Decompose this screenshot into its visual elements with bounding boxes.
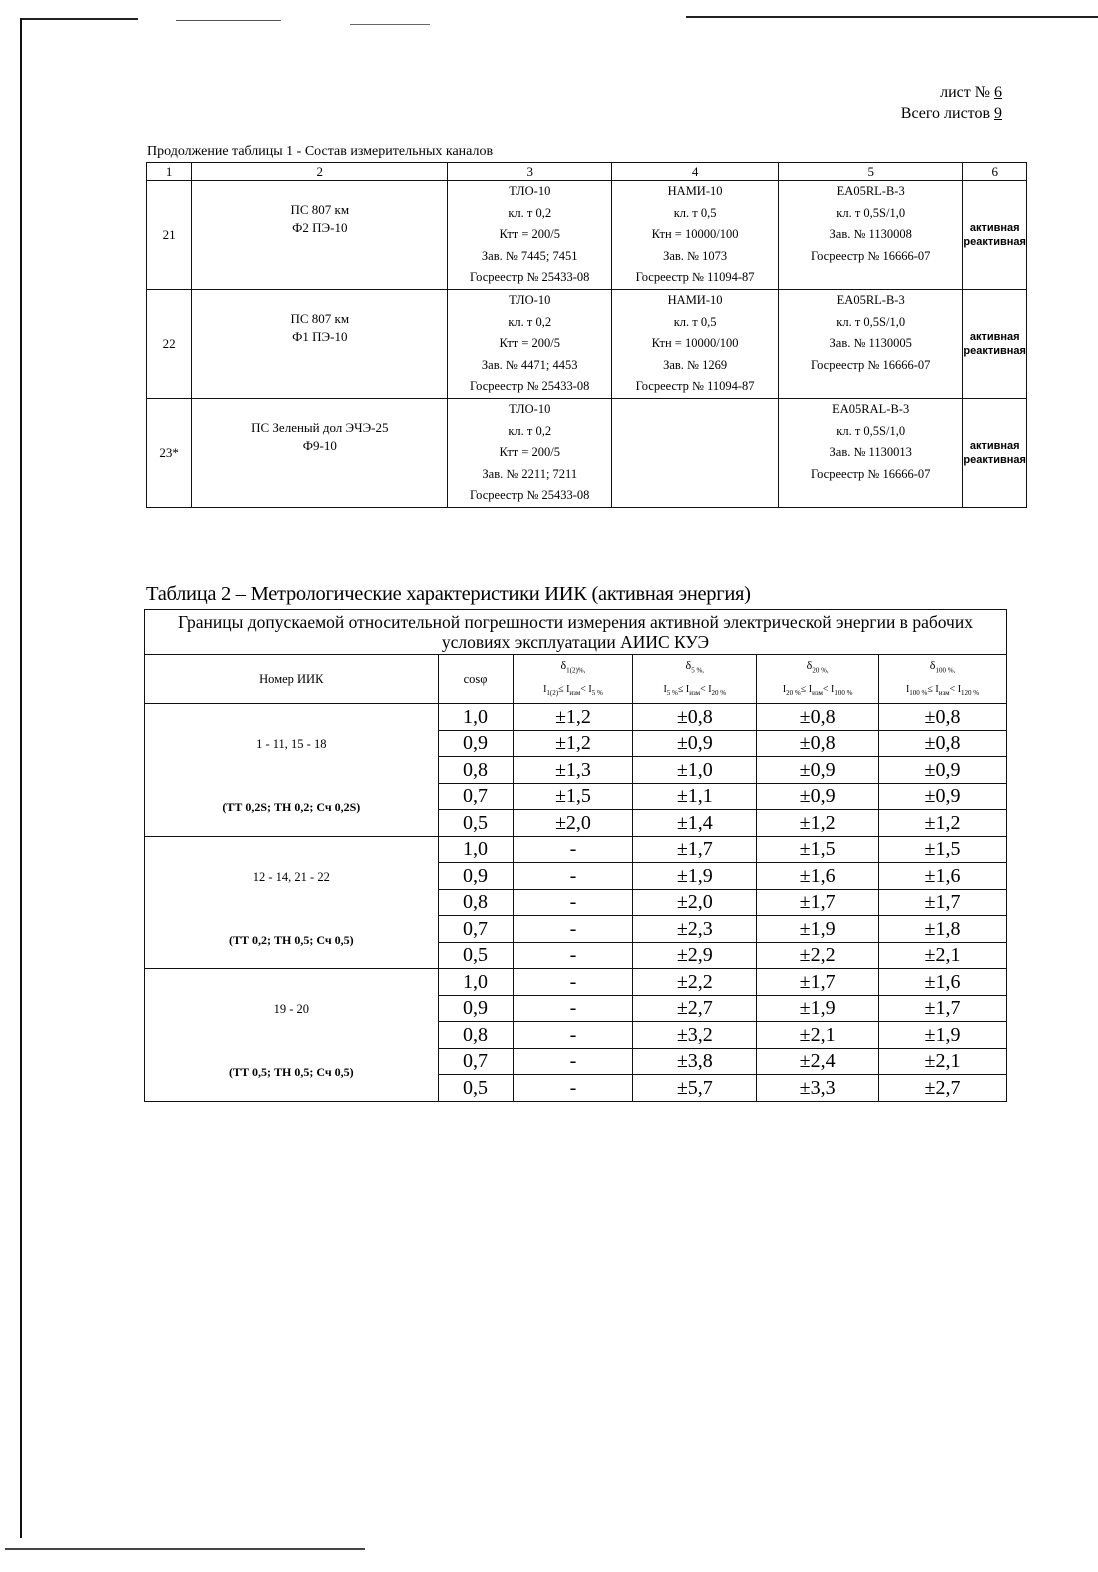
tt-line: Ктт = 200/5 [499,445,561,460]
tn-line: кл. т 0,5 [673,314,717,329]
value-d5: ±2,2 [633,969,757,996]
value-cos: 0,8 [438,757,513,784]
tt-line: ТЛО-10 [509,292,551,307]
value-cos: 0,9 [438,995,513,1022]
table1-row [147,289,1027,398]
tt-line: кл. т 0,2 [508,423,552,438]
scan-left-border [20,18,22,1538]
table2-header-row [145,655,1007,704]
table1-header-cell: 4 [612,163,779,181]
value-d20: ±0,9 [757,783,879,810]
delta-sym-sub: 100 %, [935,666,956,675]
tt-line: кл. т 0,2 [508,205,552,220]
table1 [146,162,1027,508]
range-part: < I [822,684,835,696]
value-cos: 0,7 [438,916,513,943]
tn-line [612,421,778,443]
value-d20: ±0,9 [757,757,879,784]
value-d5: ±2,9 [633,942,757,969]
table1-row [147,181,1027,290]
value-d100: ±1,8 [879,916,1007,943]
value-d1: ±2,0 [513,810,633,837]
meter-line [779,485,962,507]
table2-banner: Границы допускаемой относительной погрешности измерения активной электрической энергии в рабочих условиях эксплуатации АИИС КУЭ [145,610,1007,655]
value-cos: 0,9 [438,730,513,757]
iik-group-ids: 1 - 11, 15 - 18 [256,737,327,752]
value-d5: ±1,0 [633,757,757,784]
tt-line: Зав. № 2211; 7211 [482,466,578,481]
channel-number: 23* [147,398,192,507]
value-d100: ±2,1 [879,1048,1007,1075]
tn-line: Госреестр № 11094-87 [635,270,755,285]
value-d100: ±1,7 [879,995,1007,1022]
value-d1: - [513,916,633,943]
range-part: 20 % [711,689,727,698]
current-range [514,680,633,703]
meter-line [779,267,962,289]
value-d5: ±2,0 [633,889,757,916]
range-part: 120 % [961,689,980,698]
tt-line: Ктт = 200/5 [499,336,561,351]
value-d1: ±1,2 [513,704,633,731]
value-d1: - [513,836,633,863]
range-part: < I [580,684,592,696]
delta-column-header [513,655,633,704]
delta-sym: δ [806,658,813,672]
value-cos: 1,0 [438,836,513,863]
meter-line: Зав. № 1130008 [829,227,912,242]
value-cos: 1,0 [438,969,513,996]
value-d20: ±1,7 [757,889,879,916]
tn-line: Ктн = 10000/100 [651,227,739,242]
value-cos: 0,9 [438,863,513,890]
value-d100: ±0,9 [879,783,1007,810]
tt-line: Госреестр № 25433-08 [470,270,590,285]
energy-kind [963,398,1027,507]
value-d5: ±0,9 [633,730,757,757]
delta-column-header [633,655,757,704]
value-d20: ±1,2 [757,810,879,837]
table1-header-cell: 5 [778,163,962,181]
value-d1: - [513,995,633,1022]
tn-line: Зав. № 1269 [663,357,728,372]
channel-name [192,398,448,507]
table2-banner-row [145,610,1007,655]
value-cos: 0,5 [438,1075,513,1102]
value-d5: ±1,9 [633,863,757,890]
delta-sym-sub: 5 %, [691,666,705,675]
table1-header-cell: 3 [448,163,612,181]
value-d100: ±0,8 [879,730,1007,757]
channel-name [192,181,448,290]
table2-row [145,836,1007,863]
value-cos: 0,8 [438,889,513,916]
value-d1: - [513,1022,633,1049]
scan-edge-line [20,18,138,20]
sheet-info [901,82,1002,124]
value-d20: ±1,9 [757,916,879,943]
value-d5: ±1,1 [633,783,757,810]
value-d100: ±1,7 [879,889,1007,916]
delta-sym: δ [929,658,936,672]
value-cos: 0,7 [438,1048,513,1075]
value-d100: ±1,6 [879,969,1007,996]
table1-header-row [147,163,1027,181]
range-part: ≤ I [800,684,813,696]
current-range [757,680,878,703]
meter-line: Госреестр № 16666-07 [810,466,931,481]
meter-line: Госреестр № 16666-07 [810,357,931,372]
table1-header-cell: 6 [963,163,1027,181]
meter-line: EA05RAL-B-3 [832,401,910,416]
energy-kind-line: активная [969,439,1020,452]
range-part: < I [949,684,962,696]
channel-name-line: Ф9-10 [302,437,337,453]
iik-group-classes: (ТТ 0,5; ТН 0,5; Сч 0,5) [228,1065,354,1080]
delta-symbol [514,655,633,680]
channel-name-line: ПС 807 км [290,202,350,217]
value-d20: ±0,8 [757,730,879,757]
table2-row [145,704,1007,731]
energy-kind [963,289,1027,398]
value-d1: - [513,1075,633,1102]
current-range [879,680,1006,703]
channel-meter [778,398,962,507]
value-d1: - [513,969,633,996]
total-sheets-line [901,103,1002,124]
tt-line: Ктт = 200/5 [499,227,561,242]
iik-group [145,704,439,837]
value-d20: ±1,7 [757,969,879,996]
table1-row [147,398,1027,507]
range-part: I [782,684,787,696]
table1-header-cell: 1 [147,163,192,181]
range-part: 20 % [786,689,801,698]
scan-edge-line [350,24,430,25]
total-label: Всего листов [900,105,990,122]
meter-line: кл. т 0,5S/1,0 [836,205,906,220]
value-d20: ±1,6 [757,863,879,890]
channel-name-line: Ф2 ПЭ-10 [292,220,348,235]
value-d100: ±1,2 [879,810,1007,837]
value-d20: ±2,4 [757,1048,879,1075]
tn-line: НАМИ-10 [667,292,723,307]
delta-sym-sub: 1(2)%, [566,666,586,675]
channel-meter [778,181,962,290]
channel-tt [448,181,612,290]
value-d5: ±3,8 [633,1048,757,1075]
range-part: изм [812,689,823,698]
range-part: 100 % [909,689,928,698]
delta-sym-sub: 20 %, [812,666,829,675]
value-d100: ±2,1 [879,942,1007,969]
meter-line: EA05RL-B-3 [836,184,905,198]
value-d5: ±3,2 [633,1022,757,1049]
range-part: 5 % [591,689,603,698]
energy-kind [963,181,1027,290]
iik-group-ids: 12 - 14, 21 - 22 [252,869,330,884]
delta-symbol [879,655,1006,680]
col-iik-header: Номер ИИК [145,655,439,704]
sheet-label: лист № [940,84,990,101]
meter-line [779,376,962,398]
tn-line [612,485,778,507]
channel-name-line: ПС Зеленый дол ЭЧЭ-25 [251,419,389,435]
energy-kind-line: реактивная [963,235,1026,248]
energy-kind-line: активная [969,330,1020,343]
value-d100: ±0,9 [879,757,1007,784]
channel-tt [448,398,612,507]
value-d1: ±1,2 [513,730,633,757]
tn-line: кл. т 0,5 [673,205,717,220]
range-part: I [663,684,667,696]
value-d100: ±1,9 [879,1022,1007,1049]
value-d20: ±1,5 [757,836,879,863]
tn-line: Зав. № 1073 [663,248,728,263]
channel-number: 22 [147,289,192,398]
table2 [144,609,1007,1102]
value-cos: 0,5 [438,942,513,969]
scan-edge-line [5,1548,365,1550]
meter-line: Госреестр № 16666-07 [810,248,931,263]
delta-symbol [757,655,878,680]
delta-column-header [757,655,879,704]
sheet-number-line [901,82,1002,103]
value-d1: - [513,863,633,890]
value-cos: 0,8 [438,1022,513,1049]
tn-line [612,464,778,486]
tt-line: Зав. № 7445; 7451 [481,248,578,263]
meter-line: кл. т 0,5S/1,0 [836,314,906,329]
value-d100: ±0,8 [879,704,1007,731]
value-cos: 0,7 [438,783,513,810]
range-part: 5 % [666,689,678,698]
delta-column-header [879,655,1007,704]
tn-line [612,442,778,464]
channel-tn [612,289,779,398]
range-part: 1(2) [546,689,559,698]
table2-row [145,969,1007,996]
value-d5: ±1,7 [633,836,757,863]
range-part: ≤ I [677,684,690,696]
tn-line: НАМИ-10 [667,184,723,198]
channel-tt [448,289,612,398]
channel-name-line: ПС 807 км [290,310,350,326]
meter-line: Зав. № 1130013 [829,445,912,460]
meter-line: кл. т 0,5S/1,0 [836,423,906,438]
value-cos: 1,0 [438,704,513,731]
delta-symbol [633,655,756,680]
tt-line: Госреестр № 25433-08 [470,488,590,503]
channel-tn [612,181,779,290]
total-number: 9 [994,105,1002,122]
tn-line: Госреестр № 11094-87 [635,379,755,394]
energy-kind-line: активная [969,221,1020,234]
tt-line: Госреестр № 25433-08 [470,379,590,394]
value-d1: - [513,942,633,969]
iik-group-ids: 19 - 20 [273,1002,309,1017]
value-d5: ±0,8 [633,704,757,731]
range-part: изм [689,689,701,698]
table1-caption: Продолжение таблицы 1 - Состав измерительных каналов [147,144,494,159]
value-d100: ±2,7 [879,1075,1007,1102]
range-part: < I [700,684,712,696]
range-part: ≤ I [927,684,939,696]
range-part: 100 % [834,689,853,698]
channel-name-line: Ф1 ПЭ-10 [292,328,348,344]
value-d1: ±1,5 [513,783,633,810]
value-d1: - [513,889,633,916]
value-d5: ±5,7 [633,1075,757,1102]
range-part: изм [569,689,581,698]
col-cos-header: cosφ [438,655,513,704]
energy-kind-line: реактивная [963,453,1026,466]
range-part: ≤ I [558,684,570,696]
channel-tn [612,398,779,507]
meter-line: Зав. № 1130005 [829,336,912,351]
tt-line: ТЛО-10 [509,184,551,198]
scan-edge-line [686,16,1098,18]
sheet-number: 6 [994,84,1002,101]
delta-sym: δ [685,658,692,672]
table2-caption: Таблица 2 – Метрологические характеристики ИИК (активная энергия) [146,583,751,605]
range-part: изм [938,689,950,698]
tt-line: кл. т 0,2 [508,314,552,329]
value-d5: ±2,3 [633,916,757,943]
current-range [633,680,756,703]
tn-line [612,399,778,421]
value-d20: ±2,2 [757,942,879,969]
channel-name [192,289,448,398]
energy-kind-line: реактивная [963,344,1026,357]
value-d1: ±1,3 [513,757,633,784]
value-d100: ±1,5 [879,836,1007,863]
value-d20: ±3,3 [757,1075,879,1102]
iik-group-classes: (ТТ 0,2; ТН 0,5; Сч 0,5) [228,932,354,947]
value-cos: 0,5 [438,810,513,837]
tn-line: Ктн = 10000/100 [651,336,739,351]
value-d20: ±1,9 [757,995,879,1022]
tt-line: ТЛО-10 [509,401,551,416]
value-d5: ±1,4 [633,810,757,837]
value-d5: ±2,7 [633,995,757,1022]
value-d100: ±1,6 [879,863,1007,890]
scan-edge-line [176,20,281,21]
range-part: I [905,684,910,696]
channel-number: 21 [147,181,192,290]
tt-line: Зав. № 4471; 4453 [481,357,578,372]
value-d1: - [513,1048,633,1075]
value-d20: ±0,8 [757,704,879,731]
meter-line: EA05RL-B-3 [836,292,905,307]
table1-header-cell: 2 [192,163,448,181]
iik-group [145,836,439,969]
iik-group [145,969,439,1102]
value-d20: ±2,1 [757,1022,879,1049]
range-part: I [543,684,547,696]
channel-meter [778,289,962,398]
iik-group-classes: (ТТ 0,2S; ТН 0,2; Сч 0,2S) [222,800,361,815]
delta-sym: δ [560,658,567,672]
